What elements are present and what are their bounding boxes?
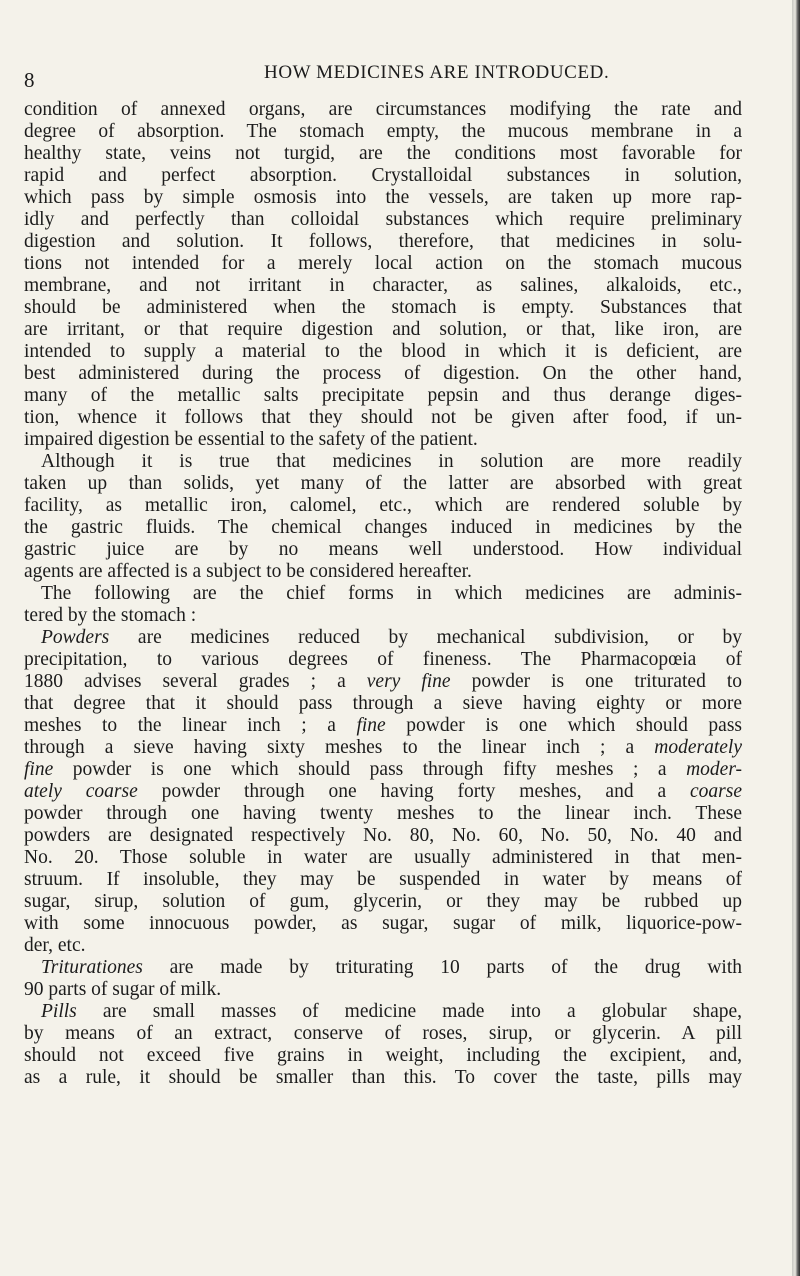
line-text: meshes to the linear inch ; a bbox=[24, 715, 336, 736]
text-line: intended to supply a material to the blood in which it is deficient, are bbox=[24, 341, 742, 362]
text-line bbox=[24, 627, 742, 649]
text-line: precipitation, to various degrees of fineness. The Pharmacopœia of bbox=[24, 649, 742, 670]
text-line: fine powder is one which should pass through fifty meshes ; a moder- bbox=[24, 759, 743, 780]
text-line: taken up than solids, yet many of the latter are absorbed with great bbox=[24, 473, 742, 494]
text-line bbox=[24, 1001, 742, 1023]
text-line: powders are designated respectively No. 80, No. 60, No. 50, No. 40 and bbox=[24, 825, 742, 846]
italic-term: Powders bbox=[41, 627, 110, 648]
running-head: HOW MEDICINES ARE INTRODUCED. bbox=[264, 62, 610, 83]
body-text bbox=[24, 99, 742, 1089]
text-line: tion, whence it follows that they should not be given after food, if un- bbox=[24, 407, 742, 428]
italic-term: fine bbox=[24, 759, 54, 780]
text-line: digestion and solution. It follows, therefore, that medicines in solu- bbox=[24, 231, 742, 252]
italic-term: Pills bbox=[41, 1001, 77, 1022]
line-text: 1880 advises several grades ; a bbox=[24, 671, 346, 692]
text-line: Although it is true that medicines in solution are more readily bbox=[41, 451, 742, 472]
text-line: sugar, sirup, solution of gum, glycerin, or they may be rubbed up bbox=[24, 891, 742, 912]
text-line bbox=[24, 715, 742, 737]
text-line: powder through one having twenty meshes to the linear inch. These bbox=[24, 803, 742, 824]
text-line: the gastric fluids. The chemical changes induced in medicines by the bbox=[24, 517, 742, 538]
text-line: condition of annexed organs, are circumstances modifying the rate and bbox=[24, 99, 742, 120]
text-line: tered by the stomach : bbox=[24, 605, 197, 626]
text-line: rapid and perfect absorption. Crystalloidal substances in solution, bbox=[24, 165, 742, 186]
italic-term: coarse bbox=[690, 781, 742, 802]
text-line: should be administered when the stomach is empty. Substances that bbox=[24, 297, 742, 318]
text-line: gastric juice are by no means well understood. How individual bbox=[24, 539, 742, 560]
line-text: powder is one which should pass bbox=[406, 715, 743, 736]
text-line: that degree that it should pass through a sieve having eighty or more bbox=[24, 693, 742, 714]
text-line: idly and perfectly than colloidal substances which require preliminary bbox=[24, 209, 742, 230]
italic-term: moderately bbox=[654, 737, 743, 758]
text-line: by means of an extract, conserve of roses, sirup, or glycerin. A pill bbox=[24, 1023, 742, 1044]
text-line: should not exceed five grains in weight, including the excipient, and, bbox=[24, 1045, 742, 1066]
line-text: powder through one having forty meshes, and a bbox=[161, 781, 667, 802]
text-line: impaired digestion be essential to the safety of the patient. bbox=[24, 429, 478, 450]
text-line: 90 parts of sugar of milk. bbox=[24, 979, 222, 1000]
text-line: with some innocuous powder, as sugar, sugar of milk, liquorice-pow- bbox=[24, 913, 742, 934]
text-line: facility, as metallic iron, calomel, etc., which are rendered soluble by bbox=[24, 495, 742, 516]
text-line: as a rule, it should be smaller than this. To cover the taste, pills may bbox=[24, 1067, 742, 1088]
text-line: degree of absorption. The stomach empty, the mucous membrane in a bbox=[24, 121, 742, 142]
line-text: through a sieve having sixty meshes to the linear inch ; a bbox=[24, 737, 635, 758]
italic-term: Triturationes bbox=[41, 957, 143, 978]
text-line bbox=[24, 737, 742, 759]
text-line: many of the metallic salts precipitate pepsin and thus derange diges- bbox=[24, 385, 742, 406]
page-header bbox=[24, 58, 754, 92]
text-line: ately coarse powder through one having forty meshes, and a coarse bbox=[24, 781, 742, 802]
text-line: struum. If insoluble, they may be suspended in water by means of bbox=[24, 869, 742, 890]
text-line: agents are affected is a subject to be considered hereafter. bbox=[24, 561, 472, 582]
text-line: The following are the chief forms in which medicines are adminis- bbox=[41, 583, 742, 604]
page-edge bbox=[792, 0, 800, 1276]
line-text: are small masses of medicine made into a globular shape, bbox=[102, 1001, 743, 1022]
text-line: No. 20. Those soluble in water are usually administered in that men- bbox=[24, 847, 742, 868]
text-line: which pass by simple osmosis into the vessels, are taken up more rap- bbox=[24, 187, 742, 208]
text-line: are irritant, or that require digestion and solution, or that, like iron, are bbox=[24, 319, 742, 340]
line-text: are made by triturating 10 parts of the drug with bbox=[169, 957, 742, 978]
text-line: membrane, and not irritant in character, as salines, alkaloids, etc., bbox=[24, 275, 742, 296]
line-text: powder is one triturated to bbox=[471, 671, 743, 692]
italic-term: very fine bbox=[366, 671, 451, 692]
text-line bbox=[24, 671, 742, 693]
page-number: 8 bbox=[24, 68, 35, 92]
text-line: der, etc. bbox=[24, 935, 86, 956]
line-text: powder is one which should pass through fifty meshes ; a bbox=[72, 759, 667, 780]
italic-term: fine bbox=[356, 715, 386, 736]
text-line: best administered during the process of digestion. On the other hand, bbox=[24, 363, 742, 384]
text-line: tions not intended for a merely local action on the stomach mucous bbox=[24, 253, 742, 274]
line-text: are medicines reduced by mechanical subdivision, or by bbox=[137, 627, 742, 648]
text-line: healthy state, veins not turgid, are the conditions most favorable for bbox=[24, 143, 742, 164]
text-line bbox=[24, 957, 742, 979]
